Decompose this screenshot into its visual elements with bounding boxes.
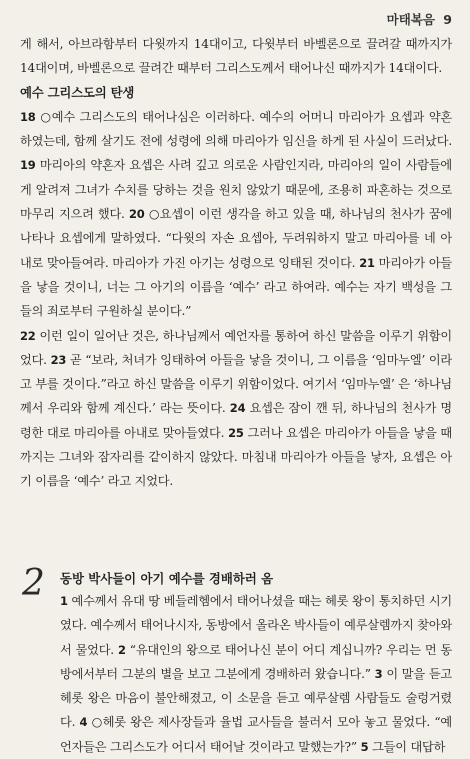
verse-number: 18 <box>20 109 36 124</box>
paragraph-2 <box>20 324 452 494</box>
verse-number: 24 <box>229 401 246 416</box>
chapter-2-paragraph <box>20 589 452 759</box>
verse-text: “유대인의 왕으로 태어나신 분이 어디 계십니까? 우리는 먼 동방에서부터 그분의 별을 보고 그분에게 경배하러 왔습니다.” <box>60 642 452 681</box>
chapter-number: 2 <box>22 563 45 604</box>
section-1 <box>20 32 452 494</box>
verse-text: 곧 “보라, 처녀가 잉태하여 아들을 낳을 것이니, 그 이름을 ‘임마누엘’ 이라고 부를 것이다.”라고 하신 말씀을 이루기 위함이었다. 여기서 ‘임마누엘’ 은 ‘하나님께서 우리와 함께 계신다.’ 라는 뜻이다. <box>20 352 452 416</box>
verse-number: 21 <box>359 255 375 270</box>
verse-text: 예수께서 유대 땅 베들레헴에서 태어나셨을 때는 헤롯 왕이 통치하던 시기였다. 예수께서 태어나시자, 동방에서 올라온 박사들이 예루살렘까지 찾아와서 물었다. <box>60 594 452 657</box>
verse-number: 22 <box>20 328 36 343</box>
verse-text: 그들이 대답하 <box>368 739 446 754</box>
verse-number: 19 <box>20 158 36 173</box>
section-heading: 예수 그리스도의 탄생 <box>20 84 135 100</box>
chapter-heading: 동방 박사들이 아기 예수를 경배하러 옴 <box>60 571 274 586</box>
book-title: 마태복음 <box>386 12 435 27</box>
verse-number: 20 <box>128 207 145 222</box>
verse-text: ○헤롯 왕은 제사장들과 율법 교사들을 불러서 모아 놓고 물었다. “예언자들은 그리스도가 어디서 태어날 것이라고 말했는가?” <box>60 715 453 754</box>
verse-text: 이 말을 듣고 헤롯 왕은 마음이 불안해졌고, 이 소문을 듣고 예루살렘 사람들도 술렁거렸다. <box>60 666 452 730</box>
verse-text: 그러나 요셉은 마리아가 아들을 낳을 때까지는 그녀와 잠자리를 같이하지 않았다. 마침내 마리아가 아들을 낳자, 요셉은 아기 이름을 ‘예수’ 라고 지었다. <box>20 425 452 489</box>
verse-text: 마리아의 약혼자 요셉은 사려 깊고 의로운 사람인지라, 마리아의 일이 사람들에게 알려져 그녀가 수치를 당하는 것을 원치 않았기 때문에, 조용히 파혼하는 것으로 마무리 지으려 했다. <box>20 158 452 222</box>
verse-number: 25 <box>228 425 244 440</box>
paragraph-1 <box>20 105 452 324</box>
verse-text: ○예수 그리스도의 태어나심은 이러하다. 예수의 어머니 마리아가 요셉과 약혼하였는데, 함께 살기도 전에 성령에 의해 마리아가 임신을 하게 된 사실이 드러났다. <box>20 109 452 149</box>
verse-number: 1 <box>60 594 68 608</box>
verse-number: 23 <box>50 352 67 367</box>
verse-text: 마리아가 아들을 낳을 것이니, 너는 그 아기의 이름을 ‘예수’ 라고 하여라. 예수는 자기 백성을 그들의 죄로부터 구원하실 분이다.” <box>20 255 452 319</box>
page-chapter-number: 9 <box>443 12 452 27</box>
chapter-2 <box>20 563 453 759</box>
verse-text: 요셉은 잠이 깬 뒤, 하나님의 천사가 명령한 대로 마리아를 아내로 맞아들였다. <box>20 401 452 440</box>
running-head <box>387 10 452 28</box>
verse-text: 이런 일이 일어난 것은, 하나님께서 예언자를 통하여 하신 말씀을 이루기 위함이었다. <box>20 328 452 367</box>
verse-number: 3 <box>374 666 383 681</box>
verse-number: 5 <box>360 739 369 754</box>
verse-number: 2 <box>117 642 126 657</box>
verse-text: ○요셉이 이런 생각을 하고 있을 때, 하나님의 천사가 꿈에 나타나 요셉에게 말하였다. “다윗의 자손 요셉아, 두려워하지 말고 마리아를 네 아내로 맞아들여라. 마리아가 가진 아기는 성령으로 잉태된 것이다. <box>20 207 452 270</box>
verse-number: 4 <box>79 715 88 730</box>
continuation-paragraph: 게 해서, 아브라함부터 다윗까지 14대이고, 다윗부터 바벨론으로 끌려갈 때까지가 14대이며, 바벨론으로 끌려간 때부터 그리스도께서 태어나신 때까지가 14대이다. <box>20 37 452 76</box>
